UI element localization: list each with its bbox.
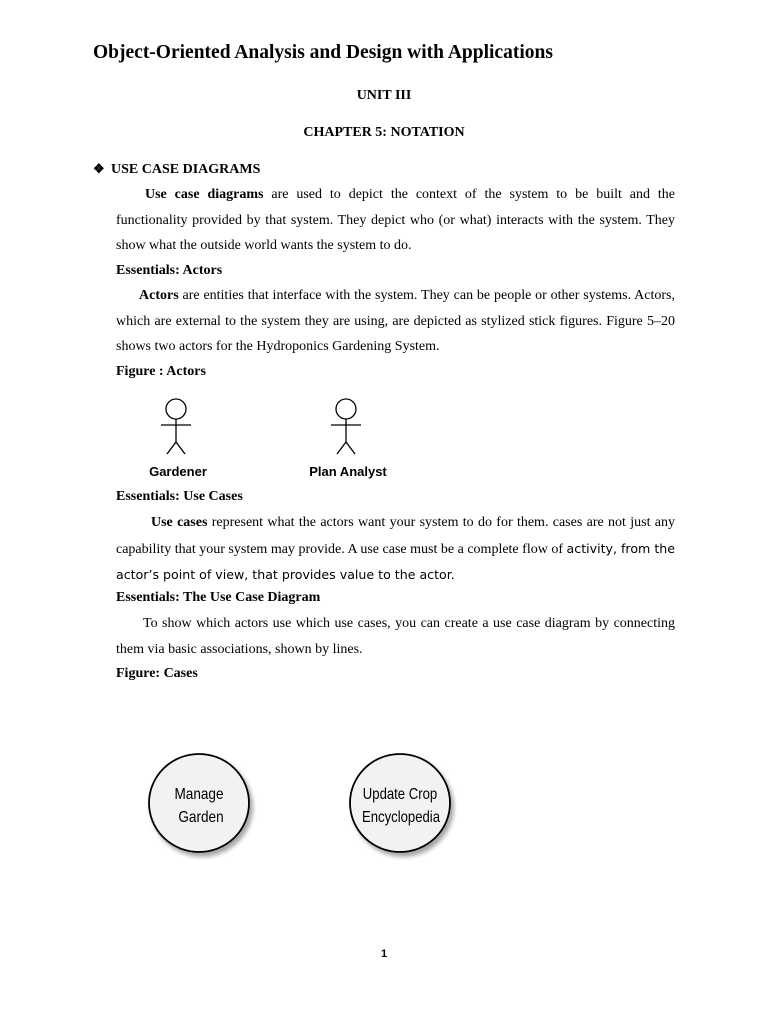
use-case-diagram-paragraph: To show which actors use which use cases, you can create a use case diagram by connecting them via basic associations, shown by lines. [116,616,675,657]
use-case-update-crop-line1: Update Crop [362,785,438,804]
actors-paragraph [116,283,675,360]
use-case-diagram-heading: Essentials: The Use Case Diagram [116,590,321,605]
use-case-diagrams-text: are used to depict the context of the system to be built and the functionality provided by that system. They depict who (or what) interacts with the system. They show what the outside world wants the system to do. [116,187,675,253]
use-case-manage-garden-line1: Manage [174,786,224,804]
plan-analyst-actor-icon [331,399,361,454]
use-cases-lead: Use cases [151,515,208,530]
actors-figure [140,392,400,484]
use-cases-text: represent what the actors want your system to do for them. cases are not just any capability that your system may provide. A use case must be a complete flow of [116,515,675,557]
use-case-update-crop-encyclopedia [350,754,450,852]
actors-lead: Actors [139,288,179,303]
actors-text: are entities that interface with the system. They can be people or other systems. Actors, which are external to the system they are using, are depicted as stylized stick figures. Figure 5–20 shows two actors for the Hydroponics Gardening System. [116,288,675,354]
document-title: Object-Oriented Analysis and Design with Applications [93,42,553,63]
actor-label-gardener: Gardener [149,464,207,479]
use-case-update-crop-line2: Encyclopedia [361,808,441,827]
actors-heading: Essentials: Actors [116,263,223,278]
actor-label-plan-analyst: Plan Analyst [309,464,387,479]
use-cases-text-tail: activity, from the actor’s point of view, that provides value to the actor. [116,540,675,582]
diamond-bullet-icon: ❖ [93,161,105,176]
section-heading [93,161,260,178]
chapter-heading: CHAPTER 5: NOTATION [303,125,465,140]
use-cases-figure [140,744,470,884]
use-case-diagrams-lead: Use case diagrams [145,187,264,202]
unit-label: UNIT III [356,88,412,103]
page-number: 1 [380,948,388,960]
gardener-actor-icon [161,399,191,454]
figure-cases-caption: Figure: Cases [116,666,198,681]
use-case-manage-garden [149,754,249,852]
use-cases-heading: Essentials: Use Cases [116,489,243,504]
figure-actors-caption: Figure : Actors [116,364,206,379]
section-heading-text: USE CASE DIAGRAMS [111,162,261,177]
use-cases-paragraph [116,510,675,589]
use-case-diagrams-paragraph [116,182,675,259]
use-case-manage-garden-line2: Garden [178,809,224,827]
